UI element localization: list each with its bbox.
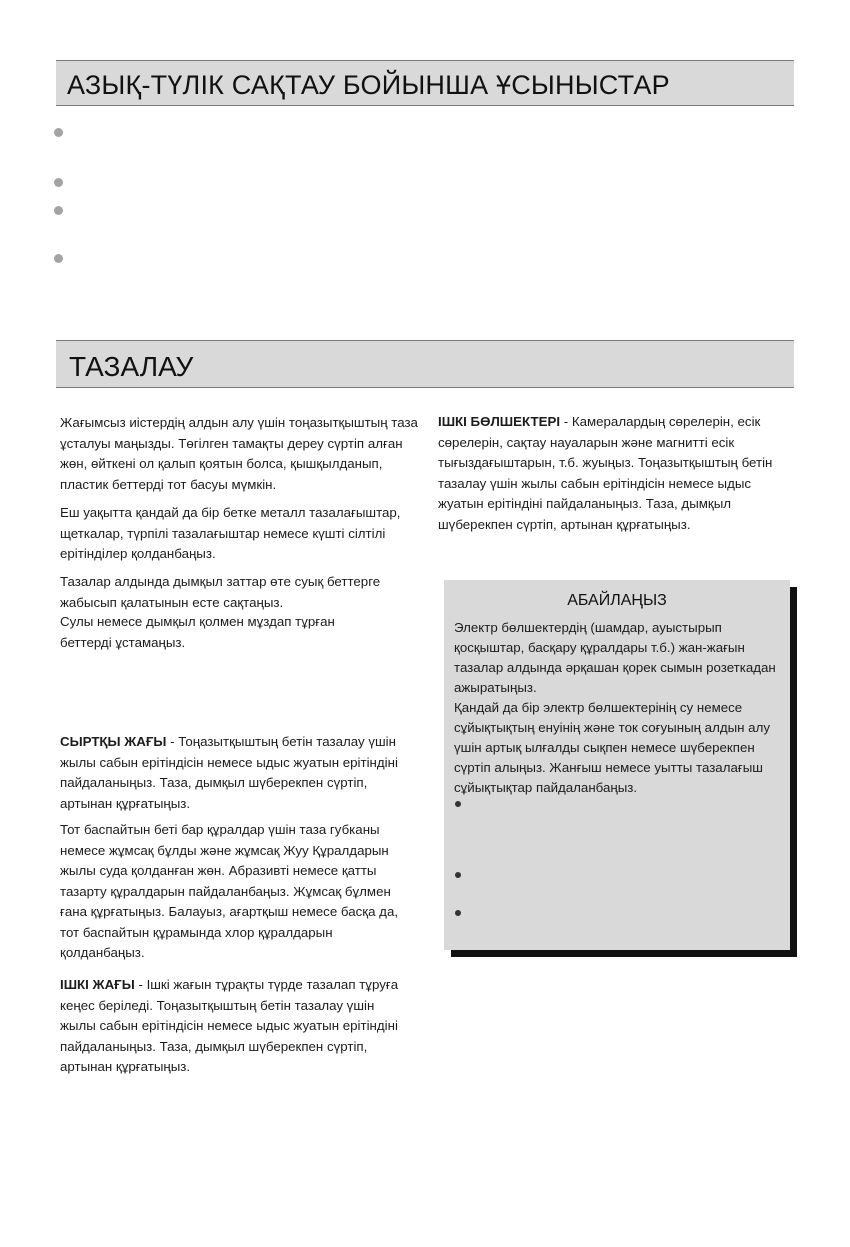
warning-moisture-text: Қандай да бір электр бөлшектерінің су немесе сұйықтықтың енуінің және ток соғуының алдын алу үшін артық ылғалды сықпен немесе шүберекпен сүртіп алыңыз. Жанғыш немесе уытты тазалағыш сұйықтықтар пайдаланбаңыз. (454, 700, 770, 795)
section-title-cleaning: ТАЗАЛАУ (69, 351, 194, 382)
inner-parts-paragraph (438, 412, 788, 535)
cleaning-no-abrasives-paragraph: Еш уақытта қандай да бір бетке металл тазалағыштар, щеткалар, түрпілі тазалағыштар немесе күшті сілтілі ерітінділер қолданбаңыз. (60, 505, 401, 561)
cleaning-damp-items-paragraph: Тазалар алдында дымқыл заттар өте суық беттерге жабысып қалатынын есте сақтаңыз. (60, 574, 381, 610)
bullet-point (54, 178, 63, 187)
warning-bullet (455, 801, 461, 807)
outside-cleaning-paragraph (60, 732, 415, 814)
section-banner-food-storage (56, 60, 794, 106)
bullet-point (54, 206, 63, 215)
inner-parts-text: - Камералардың сөрелерін, есік сөрелерін, сақтау науаларын және магнитті есік тығыздағыштарын, т.б. жуыңыз. Тоңазытқыштың бетін тазалау үшін жылы сабын ерітіндісін немесе ыдыс жуатын ерітіндіні пайдаланыңыз. Таза, дымқыл шүберекпен сүртіп, артынан құрғатыңыз. (438, 414, 773, 532)
stainless-cleaning-paragraph: Тот баспайтын беті бар құралдар үшін таза губканы немесе жұмсақ бұлды және жұмсақ Жуу Құралдарын жылы суда қолданған жөн. Абразивті немесе қатты тазарту құралдарын пайдаланбаңыз. Жұмсақ бұлмен ғана құрғатыңыз. Балауыз, ағартқыш немесе басқа да, тот баспайтын құрамында хлор құралдарын қолданбаңыз. (60, 822, 399, 960)
warning-box (444, 580, 790, 950)
section-banner-cleaning (56, 340, 794, 388)
cleaning-wet-hands-paragraph: Сулы немесе дымқыл қолмен мұздап тұрған беттерді ұстамаңыз. (60, 614, 335, 650)
warning-bullet (455, 910, 461, 916)
inner-parts-label: ІШКІ БӨЛШЕКТЕРІ (438, 414, 561, 429)
inside-text: - Ішкі жағын тұрақты түрде тазалап тұруға кеңес беріледі. Тоңазытқыштың бетін тазалау үшін жылы сабын ерітіндісін немесе ыдыс жуатын ерітіндіні пайдаланыңыз. Таза, дымқыл шүберекпен сүртіп, артынан құрғатыңыз. (60, 977, 399, 1074)
cleaning-intro-paragraph: Жағымсыз иістердің алдын алу үшін тоңазытқыштың таза ұсталуы маңызды. Төгілген тамақты дереу сүртіп алған жөн, өйткені ол қалып қоятын болса, қышқылданып, пластик беттерді тот басуы мүмкін. (60, 415, 418, 492)
warning-unplug-text: Электр бөлшектердің (шамдар, ауыстырып қосқыштар, басқару құралдары т.б.) жан-жағын тазалар алдында әрқашан қорек сымын розеткадан ажыратыңыз. (454, 620, 776, 695)
inside-label: ІШКІ ЖАҒЫ (60, 977, 135, 992)
outside-label: СЫРТҚЫ ЖАҒЫ (60, 734, 167, 749)
outside-text: - Тоңазытқыштың бетін тазалау үшін жылы сабын ерітіндісін немесе ыдыс жуатын ерітіндіні пайдаланыңыз. Таза, дымқыл шүберекпен сүртіп, артынан құрғатыңыз. (60, 734, 398, 811)
warning-bullet (455, 872, 461, 878)
inside-cleaning-paragraph (60, 975, 400, 1078)
bullet-point (54, 128, 63, 137)
warning-title: АБАЙЛАҢЫЗ (567, 592, 667, 609)
bullet-point (54, 254, 63, 263)
section-title-food-storage: АЗЫҚ-ТҮЛІК САҚТАУ БОЙЫНША ҰСЫНЫСТАР (67, 70, 670, 100)
